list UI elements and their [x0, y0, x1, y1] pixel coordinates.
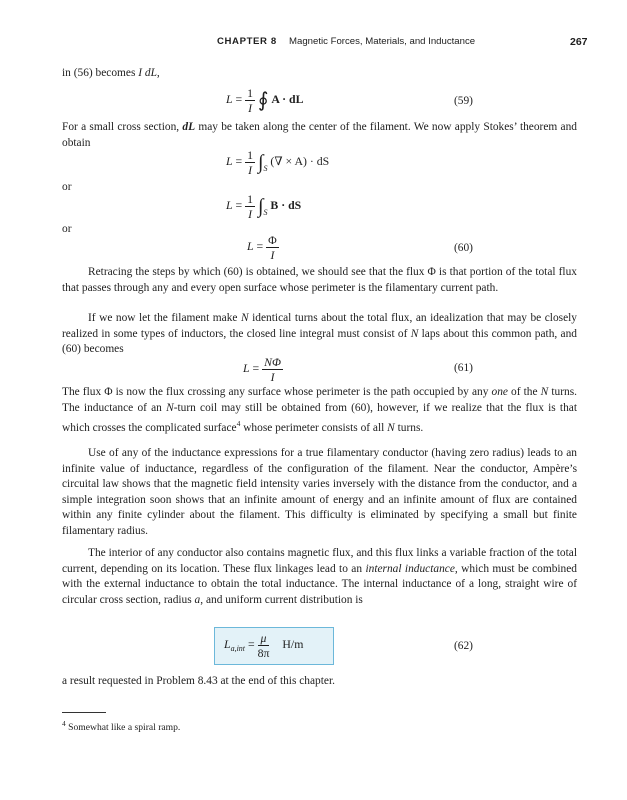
equation-62: $L_{a,int}$ = $\frac{\mu}{8\pi}$ H/m — [224, 631, 304, 660]
paragraph-interior: The interior of any conductor also contains magnetic flux, and this flux links a variable fraction of the total current, depending on its location. These flux linkages lead to an internal inductance, which must be combined with the external inductance to obtain the total inductance. The internal inductance of a long, straight wire of circular cross section, radius a, and uniform current distribution is — [62, 547, 578, 606]
integral-symbol: ∫ — [257, 195, 264, 218]
fraction-one-over-I: $\frac{1}{I}$ — [247, 148, 254, 177]
fraction-phi-over-I: $\frac{\Phi}{I}$ — [268, 233, 277, 262]
footnote-text: Somewhat like a spiral ramp. — [68, 722, 181, 734]
paragraph-filament: If we now let the filament make N identical turns about the total flux, an idealization that may be closely realized in some types of inductors, the closed line integral must consist of N laps about this common path, and (60) becomes — [62, 312, 577, 355]
integral-symbol: ∫ — [257, 151, 264, 174]
fraction-one-over-I: $\frac{1}{I}$ — [247, 192, 254, 221]
running-header — [0, 36, 627, 52]
equation-number-60: (60) — [454, 242, 473, 254]
chapter-title: Magnetic Forces, Materials, and Inductance — [289, 36, 476, 47]
equation-61: L = $\frac{N\Phi}{I}$ — [243, 355, 281, 384]
equation-60: L = $\frac{\Phi}{I}$ — [247, 233, 277, 262]
footnote-ref: 4 — [236, 419, 241, 428]
paragraph-result: a result requested in Problem 8.43 at the end of this chapter. — [62, 675, 335, 687]
fraction-nphi-over-I: $\frac{N\Phi}{I}$ — [264, 355, 281, 384]
paragraph-infinite-inductance: Use of any of the inductance expressions for a true filamentary conductor (having zero radius) leads to an infinite value of inductance, regardless of the configuration of the filament. Near the conductor, Ampère’s circuital law shows that the magnetic field intensity varies inversely with the distance from the conductor, and a simple integration soon shows that an infinite amount of energy and an infinite amount of flux are contained within any finite cylinder about the filament. This difficulty is eliminated by specifying a small but finite filamentary radius. — [62, 447, 577, 537]
paragraph-intro: in (56) becomes I dL, — [62, 67, 160, 79]
equation-number-61: (61) — [454, 362, 473, 374]
equation-number-59: (59) — [454, 95, 473, 107]
equation-stokes: L = $\frac{1}{I}$ $\int_S$ (∇ × A) · dS — [226, 148, 330, 177]
chapter-label: CHAPTER 8 — [217, 36, 277, 47]
footnote — [62, 719, 180, 733]
equation-59: L = $\frac{1}{I}$ ∮ A · dL — [226, 86, 304, 115]
page-number: 267 — [570, 36, 588, 48]
equation-b-integral: L = $\frac{1}{I}$ $\int_S$ B · dS — [226, 192, 302, 221]
paragraph-retracing: Retracing the steps by which (60) is obtained, we should see that the flux Φ is that portion of the total flux that passes through any and every open surface whose perimeter is the filamentary current path. — [62, 266, 577, 294]
connector-or-2: or — [62, 223, 72, 235]
footnote-mark: 4 — [62, 719, 66, 728]
paragraph-small-cross-section: For a small cross section, dL may be taken along the center of the filament. We now apply Stokes’ theorem and obtain — [62, 121, 577, 149]
contour-integral-symbol: ∮ — [257, 89, 269, 112]
footnote-rule — [62, 712, 106, 713]
equation-number-62: (62) — [454, 640, 473, 652]
fraction-one-over-I: $\frac{1}{I}$ — [247, 86, 254, 115]
fraction-mu-over-8pi: $\frac{\mu}{8\pi}$ — [257, 631, 270, 660]
paragraph-flux: The flux Φ is now the flux crossing any surface whose perimeter is the path occupied by any one of the N turns. The inductance of an N-turn coil may still be obtained from (60), however, if we realize that the flux is that which crosses the complicated surface$^4$ whose perimeter consists of all N turns. — [62, 386, 577, 434]
connector-or-1: or — [62, 181, 72, 193]
